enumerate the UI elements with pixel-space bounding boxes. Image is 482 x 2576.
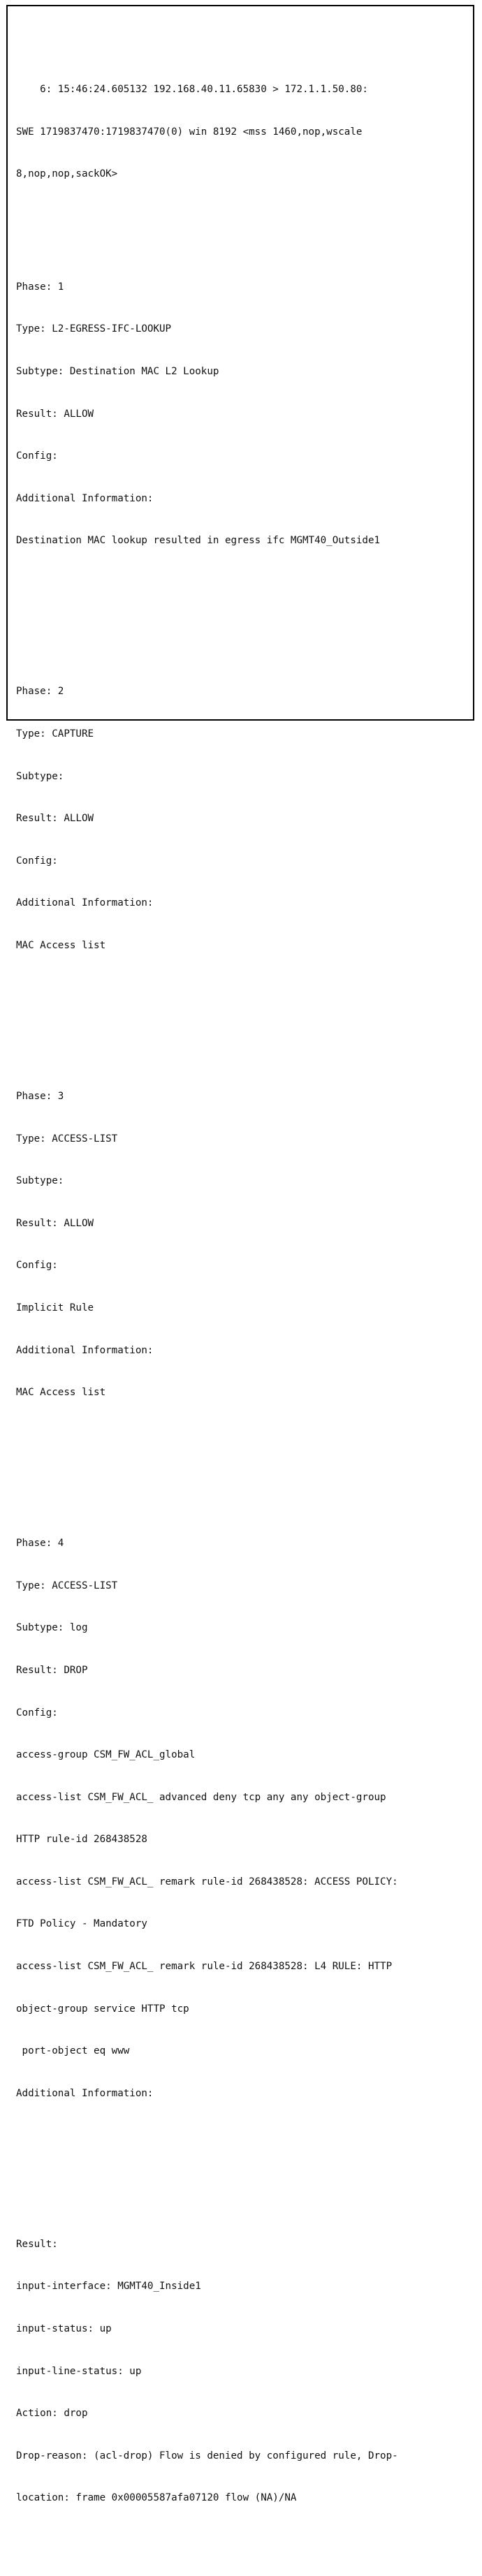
phase-type: Type: CAPTURE	[16, 728, 94, 739]
phase-additional-info: MAC Access list	[16, 939, 106, 951]
terminal-output-frame	[6, 5, 474, 2504]
phase-type: Type: L2-EGRESS-IFC-LOOKUP	[16, 323, 172, 335]
phase-result: Result: ALLOW	[16, 408, 94, 420]
phase-result: Result: ALLOW	[16, 813, 94, 825]
result-label: Result:	[16, 2238, 58, 2250]
phase-additional-info-label: Additional Information:	[16, 1344, 154, 1356]
phase-additional-info: Destination MAC lookup resulted in egress ifc MGMT40_Outside1	[16, 535, 381, 547]
phase-subtype: Subtype:	[16, 1175, 64, 1187]
phase-config: Config:	[16, 855, 58, 867]
phase-number: Phase: 2	[16, 686, 64, 698]
phase-subtype: Subtype: log	[16, 1622, 88, 1634]
phase-type: Type: ACCESS-LIST	[16, 1580, 118, 1591]
header-line: SWE 1719837470:1719837470(0) win 8192 <mss 1460,nop,wscale	[16, 126, 363, 138]
drop-reason: Drop-reason: (acl-drop) Flow is denied by configured rule, Drop-	[16, 2450, 398, 2461]
phase-config-detail: port-object eq www	[16, 2045, 130, 2057]
phase-3-block	[16, 1061, 470, 1428]
input-interface: input-interface: MGMT40_Inside1	[16, 2281, 201, 2292]
phase-config-detail: object-group service HTTP tcp	[16, 2003, 189, 2015]
phase-additional-info-label: Additional Information:	[16, 492, 154, 504]
input-status: input-status: up	[16, 2323, 112, 2335]
phase-config: Config:	[16, 1707, 58, 1718]
phase-additional-info-label: Additional Information:	[16, 897, 154, 909]
phase-subtype: Subtype:	[16, 770, 64, 782]
drop-location: location: frame 0x00005587afa07120 flow (NA)/NA	[16, 2492, 297, 2504]
blank-line	[16, 2157, 470, 2167]
packet-tracer-output[interactable]	[16, 12, 470, 2576]
phase-config-detail: access-group CSM_FW_ACL_global	[16, 1749, 196, 1761]
final-result-block	[16, 2209, 470, 2533]
phase-result: Result: ALLOW	[16, 1217, 94, 1229]
phase-additional-info-label: Additional Information:	[16, 2087, 154, 2099]
phase-number: Phase: 3	[16, 1090, 64, 1102]
phase-config: Config:	[16, 450, 58, 462]
phase-number: Phase: 1	[16, 281, 64, 293]
phase-subtype: Subtype: Destination MAC L2 Lookup	[16, 366, 219, 377]
input-line-status: input-line-status: up	[16, 2365, 142, 2377]
phase-type: Type: ACCESS-LIST	[16, 1133, 118, 1145]
phase-config-detail: access-list CSM_FW_ACL_ remark rule-id 268438528: L4 RULE: HTTP	[16, 1961, 393, 1973]
packet-header	[16, 54, 470, 209]
header-line: 6: 15:46:24.605132 192.168.40.11.65830 > 172.1.1.50.80:	[16, 84, 368, 96]
phase-config: Config:	[16, 1260, 58, 1272]
blank-line	[16, 604, 470, 614]
phase-config-detail: Implicit Rule	[16, 1302, 94, 1313]
phase-config-detail: access-list CSM_FW_ACL_ advanced deny tcp any any object-group	[16, 1791, 386, 1803]
phase-additional-info: MAC Access list	[16, 1387, 106, 1399]
phase-result: Result: DROP	[16, 1664, 88, 1676]
phase-4-block	[16, 1508, 470, 2129]
phase-config-detail: FTD Policy - Mandatory	[16, 1918, 147, 1930]
phase-config-detail: HTTP rule-id 268438528	[16, 1834, 147, 1846]
phase-2-block	[16, 656, 470, 981]
phase-1-block	[16, 251, 470, 576]
blank-line	[16, 1009, 470, 1019]
action: Action: drop	[16, 2408, 88, 2420]
blank-line	[16, 1456, 470, 1466]
phase-number: Phase: 4	[16, 1538, 64, 1550]
phase-config-detail: access-list CSM_FW_ACL_ remark rule-id 268438528: ACCESS POLICY:	[16, 1876, 398, 1887]
header-line: 8,nop,nop,sackOK>	[16, 168, 118, 180]
